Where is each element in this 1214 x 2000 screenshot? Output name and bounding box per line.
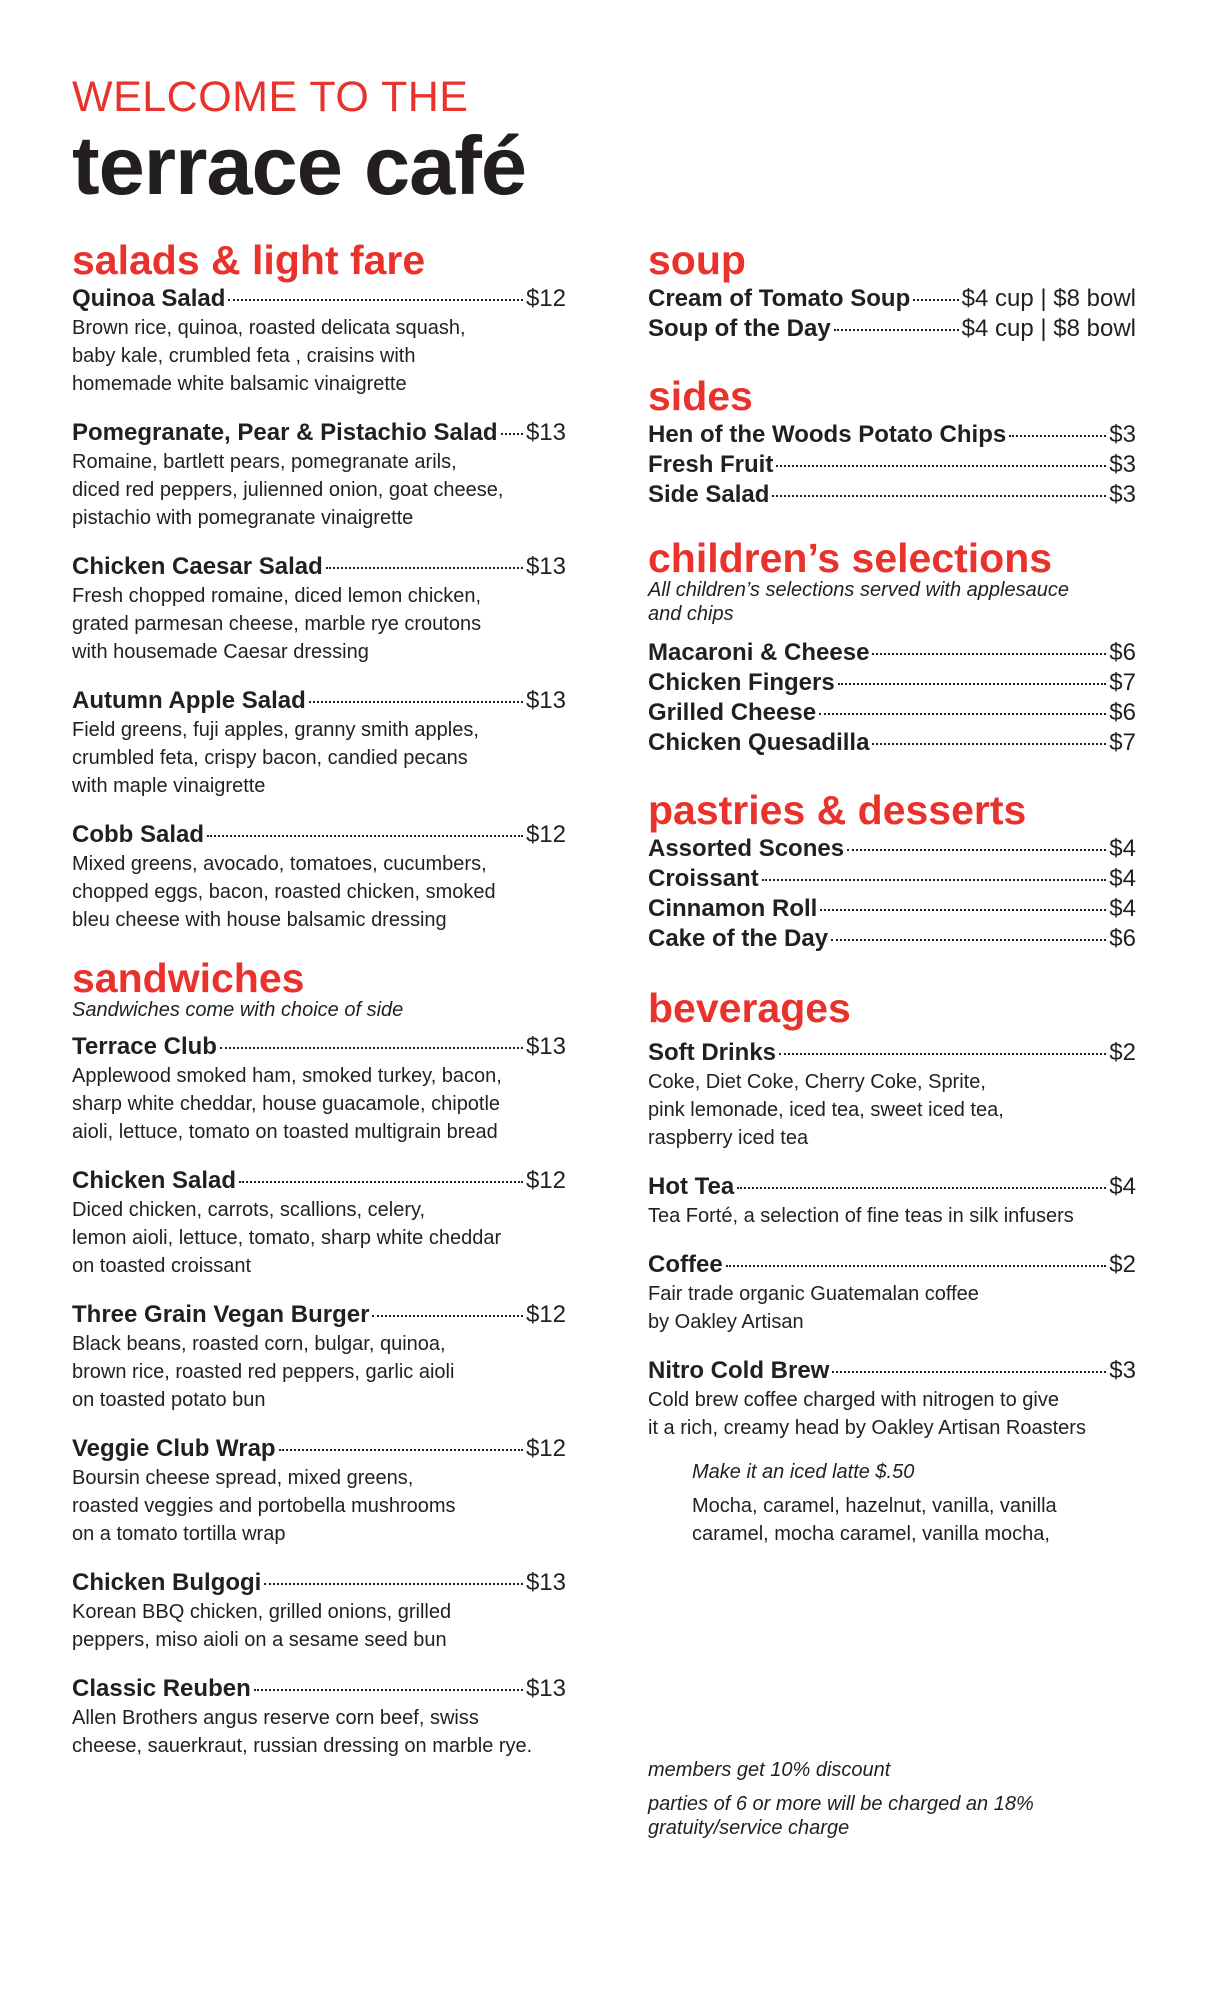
menu-item-price: $13: [525, 419, 566, 446]
menu-item: [72, 686, 566, 800]
dot-leader: [737, 1187, 1106, 1189]
menu-item-description: [72, 1196, 566, 1280]
menu-item-price: $4 cup | $8 bowl: [961, 285, 1136, 312]
section-title-beverages: beverages: [648, 985, 851, 1031]
menu-item-row: [72, 552, 566, 582]
menu-item-name: Coffee: [648, 1251, 723, 1278]
dot-leader: [834, 329, 959, 331]
menu-item-name: Cobb Salad: [72, 821, 205, 848]
description-line: on toasted potato bun: [72, 1389, 266, 1411]
menu-item-price: $13: [525, 1675, 566, 1702]
menu-item-row: [72, 1166, 566, 1196]
menu-item-description: [72, 1330, 566, 1414]
menu-item-price: $3: [1109, 421, 1136, 448]
menu-item-row: [648, 420, 1136, 450]
menu-item-name: Side Salad: [648, 481, 770, 508]
menu-item-price: $12: [525, 285, 566, 312]
cafe-name: terrace café: [72, 119, 527, 212]
menu-item: [72, 552, 566, 666]
menu-item-row: [648, 314, 1136, 344]
description-line: roasted veggies and portobella mushrooms: [72, 1495, 456, 1517]
menu-item-name: Soup of the Day: [648, 315, 831, 342]
dot-leader: [832, 1371, 1106, 1373]
menu-item-name: Croissant: [648, 865, 759, 892]
dot-leader: [501, 433, 523, 435]
description-line: Diced chicken, carrots, scallions, celery,: [72, 1199, 426, 1221]
description-line: sharp white cheddar, house guacamole, chipotle: [72, 1093, 501, 1115]
menu-item: [648, 450, 1136, 480]
menu-item-name: Soft Drinks: [648, 1039, 777, 1066]
dot-leader: [847, 849, 1106, 851]
iced-latte-note: Make it an iced latte $.50: [692, 1461, 915, 1483]
dot-leader: [279, 1449, 523, 1451]
members-discount-note: members get 10% discount: [648, 1759, 891, 1781]
menu-item-row: [72, 1674, 566, 1704]
description-line: lemon aioli, lettuce, tomato, sharp white cheddar: [72, 1227, 502, 1249]
salads-section: [72, 236, 566, 934]
menu-item-description: [72, 1598, 566, 1654]
description-line: bleu cheese with house balsamic dressing: [72, 909, 447, 931]
menu-item-row: [648, 924, 1136, 954]
menu-item-row: [72, 284, 566, 314]
dot-leader: [820, 909, 1106, 911]
dot-leader: [1009, 435, 1106, 437]
menu-item: [648, 1250, 1136, 1336]
description-line: Romaine, bartlett pears, pomegranate arils,: [72, 451, 457, 473]
menu-item: [648, 1038, 1136, 1152]
menu-item-price: $12: [525, 1167, 566, 1194]
dot-leader: [207, 835, 523, 837]
left-column: [72, 236, 566, 1780]
description-line: with maple vinaigrette: [72, 775, 266, 797]
description-line: it a rich, creamy head by Oakley Artisan Roasters: [648, 1417, 1086, 1439]
description-line: brown rice, roasted red peppers, garlic aioli: [72, 1361, 455, 1383]
menu-item: [72, 1166, 566, 1280]
salads-list: [72, 284, 566, 934]
description-line: pistachio with pomegranate vinaigrette: [72, 507, 414, 529]
menu-item: [648, 638, 1136, 668]
dot-leader: [872, 743, 1106, 745]
menu-item-row: [72, 820, 566, 850]
menu-item-description: [648, 1280, 1136, 1336]
menu-item-name: Chicken Fingers: [648, 669, 835, 696]
section-title-sandwiches: sandwiches: [72, 955, 305, 1001]
dot-leader: [838, 683, 1107, 685]
menu-item-row: [72, 1434, 566, 1464]
menu-item-price: $3: [1109, 1357, 1136, 1384]
menu-item-price: $2: [1109, 1251, 1136, 1278]
dot-leader: [772, 495, 1106, 497]
menu-item: [72, 1568, 566, 1654]
dot-leader: [228, 299, 523, 301]
description-line: Applewood smoked ham, smoked turkey, bacon,: [72, 1065, 502, 1087]
sandwiches-section: [72, 954, 566, 1760]
description-line: crumbled feta, crispy bacon, candied pecans: [72, 747, 468, 769]
latte-flavors: [692, 1492, 1136, 1548]
description-line: Black beans, roasted corn, bulgar, quinoa,: [72, 1333, 446, 1355]
menu-item-row: [648, 698, 1136, 728]
description-line: on a tomato tortilla wrap: [72, 1523, 286, 1545]
children-section: [648, 534, 1136, 758]
menu-item-description: [648, 1068, 1136, 1152]
menu-item-description: [72, 582, 566, 666]
dot-leader: [372, 1315, 523, 1317]
menu-item-description: [72, 716, 566, 800]
menu-item-row: [72, 686, 566, 716]
description-line: Fresh chopped romaine, diced lemon chicken,: [72, 585, 482, 607]
dot-leader: [309, 701, 523, 703]
menu-item-name: Chicken Bulgogi: [72, 1569, 262, 1596]
section-title-pastries: pastries & desserts: [648, 787, 1027, 833]
menu-item: [648, 698, 1136, 728]
menu-item: [648, 314, 1136, 344]
menu-item: [72, 1674, 566, 1760]
description-line: pink lemonade, iced tea, sweet iced tea,: [648, 1099, 1004, 1121]
beverages-section: [648, 984, 1136, 1548]
description-line: Allen Brothers angus reserve corn beef, swiss: [72, 1707, 479, 1729]
menu-item-row: [72, 418, 566, 448]
sides-list: [648, 420, 1136, 510]
description-line: homemade white balsamic vinaigrette: [72, 373, 407, 395]
menu-item-row: [648, 864, 1136, 894]
menu-item-description: [648, 1386, 1136, 1442]
sandwiches-note: Sandwiches come with choice of side: [72, 999, 404, 1021]
menu-item: [648, 894, 1136, 924]
menu-item: [648, 924, 1136, 954]
latte-flavors-line: Mocha, caramel, hazelnut, vanilla, vanilla: [692, 1495, 1057, 1517]
children-note-line: All children’s selections served with applesauce: [648, 579, 1069, 601]
description-line: Field greens, fuji apples, granny smith apples,: [72, 719, 479, 741]
description-line: baby kale, crumbled feta , craisins with: [72, 345, 416, 367]
menu-item-row: [648, 638, 1136, 668]
menu-item-description: [648, 1202, 1136, 1230]
menu-item-name: Pomegranate, Pear & Pistachio Salad: [72, 419, 498, 446]
menu-item: [648, 420, 1136, 450]
menu-item: [648, 728, 1136, 758]
menu-item-name: Veggie Club Wrap: [72, 1435, 276, 1462]
children-note: [648, 578, 1136, 626]
menu-item: [72, 1300, 566, 1414]
description-line: raspberry iced tea: [648, 1127, 809, 1149]
description-line: chopped eggs, bacon, roasted chicken, smoked: [72, 881, 496, 903]
menu-item-row: [648, 480, 1136, 510]
menu-item-description: [72, 850, 566, 934]
dot-leader: [819, 713, 1106, 715]
children-list: [648, 638, 1136, 758]
menu-item-name: Assorted Scones: [648, 835, 845, 862]
menu-item: [72, 284, 566, 398]
menu-item-price: $4: [1109, 1173, 1136, 1200]
menu-item-price: $6: [1109, 639, 1136, 666]
menu-item: [648, 480, 1136, 510]
menu-item-price: $13: [525, 1569, 566, 1596]
menu-item: [72, 820, 566, 934]
menu-item-price: $4: [1109, 835, 1136, 862]
dot-leader: [776, 465, 1106, 467]
menu-item-name: Macaroni & Cheese: [648, 639, 870, 666]
right-column: [648, 236, 1136, 1839]
description-line: Fair trade organic Guatemalan coffee: [648, 1283, 979, 1305]
description-line: Tea Forté, a selection of fine teas in silk infusers: [648, 1205, 1074, 1227]
description-line: with housemade Caesar dressing: [72, 641, 369, 663]
menu-item-name: Cream of Tomato Soup: [648, 285, 911, 312]
soup-section: [648, 236, 1136, 344]
children-note-line: and chips: [648, 603, 734, 625]
pastries-section: [648, 786, 1136, 954]
latte-flavors-line: caramel, mocha caramel, vanilla mocha,: [692, 1523, 1050, 1545]
menu-item-price: $13: [525, 687, 566, 714]
menu-item-row: [648, 284, 1136, 314]
description-line: aioli, lettuce, tomato on toasted multigrain bread: [72, 1121, 498, 1143]
beverages-list: [648, 1038, 1136, 1442]
menu-item-row: [72, 1032, 566, 1062]
dot-leader: [326, 567, 523, 569]
menu-item-name: Quinoa Salad: [72, 285, 226, 312]
menu-item-price: $3: [1109, 451, 1136, 478]
menu-item: [72, 1032, 566, 1146]
menu-item-description: [72, 1704, 566, 1760]
menu-item-row: [72, 1568, 566, 1598]
menu-item: [648, 1172, 1136, 1230]
menu-item-price: $4: [1109, 895, 1136, 922]
menu-item-name: Fresh Fruit: [648, 451, 774, 478]
menu-item-price: $2: [1109, 1039, 1136, 1066]
menu-item-row: [72, 1300, 566, 1330]
description-line: peppers, miso aioli on a sesame seed bun: [72, 1629, 447, 1651]
menu-item-price: $13: [525, 1033, 566, 1060]
dot-leader: [726, 1265, 1107, 1267]
description-line: Cold brew coffee charged with nitrogen to give: [648, 1389, 1059, 1411]
menu-item: [72, 418, 566, 532]
menu-item-row: [648, 1250, 1136, 1280]
menu-item-name: Cinnamon Roll: [648, 895, 818, 922]
menu-item: [72, 1434, 566, 1548]
dot-leader: [264, 1583, 523, 1585]
party-gratuity-note: [648, 1792, 1136, 1840]
dot-leader: [762, 879, 1107, 881]
sides-section: [648, 372, 1136, 510]
menu-item-price: $7: [1109, 669, 1136, 696]
menu-item-price: $3: [1109, 481, 1136, 508]
menu-item-row: [648, 894, 1136, 924]
menu-item-price: $7: [1109, 729, 1136, 756]
menu-item-row: [648, 834, 1136, 864]
menu-item-price: $13: [525, 553, 566, 580]
menu-item-name: Three Grain Vegan Burger: [72, 1301, 370, 1328]
dot-leader: [872, 653, 1106, 655]
pastries-list: [648, 834, 1136, 954]
description-line: Mixed greens, avocado, tomatoes, cucumbers,: [72, 853, 487, 875]
dot-leader: [220, 1047, 523, 1049]
menu-item-price: $4 cup | $8 bowl: [961, 315, 1136, 342]
sandwiches-list: [72, 1032, 566, 1760]
menu-item: [648, 284, 1136, 314]
menu-item-description: [72, 314, 566, 398]
soup-list: [648, 284, 1136, 344]
menu-item-description: [72, 1062, 566, 1146]
description-line: diced red peppers, julienned onion, goat cheese,: [72, 479, 504, 501]
menu-item-description: [72, 1464, 566, 1548]
dot-leader: [913, 299, 958, 301]
description-line: Korean BBQ chicken, grilled onions, grilled: [72, 1601, 452, 1623]
menu-item-name: Chicken Caesar Salad: [72, 553, 323, 580]
menu-item-row: [648, 728, 1136, 758]
description-line: Brown rice, quinoa, roasted delicata squash,: [72, 317, 466, 339]
menu-item-price: $12: [525, 1435, 566, 1462]
menu-item: [648, 834, 1136, 864]
party-gratuity-line: parties of 6 or more will be charged an 18%: [648, 1793, 1034, 1815]
description-line: grated parmesan cheese, marble rye croutons: [72, 613, 482, 635]
section-title-salads: salads & light fare: [72, 237, 426, 283]
menu-item-row: [648, 668, 1136, 698]
menu-item-row: [648, 1356, 1136, 1386]
menu-header: [72, 72, 527, 212]
menu-item: [648, 668, 1136, 698]
menu-item-name: Classic Reuben: [72, 1675, 251, 1702]
dot-leader: [254, 1689, 523, 1691]
description-line: by Oakley Artisan: [648, 1311, 804, 1333]
section-title-children: children’s selections: [648, 535, 1053, 581]
menu-item-name: Nitro Cold Brew: [648, 1357, 830, 1384]
menu-item: [648, 864, 1136, 894]
description-line: on toasted croissant: [72, 1255, 251, 1277]
dot-leader: [239, 1181, 523, 1183]
section-title-sides: sides: [648, 373, 753, 419]
menu-item-name: Hen of the Woods Potato Chips: [648, 421, 1007, 448]
menu-item-row: [648, 1038, 1136, 1068]
description-line: cheese, sauerkraut, russian dressing on marble rye.: [72, 1735, 533, 1757]
menu-item-price: $4: [1109, 865, 1136, 892]
description-line: Coke, Diet Coke, Cherry Coke, Sprite,: [648, 1071, 986, 1093]
welcome-heading: WELCOME TO THE: [72, 73, 469, 121]
section-title-soup: soup: [648, 237, 746, 283]
description-line: Boursin cheese spread, mixed greens,: [72, 1467, 414, 1489]
menu-item-name: Hot Tea: [648, 1173, 735, 1200]
menu-item-description: [72, 448, 566, 532]
menu-item-price: $12: [525, 1301, 566, 1328]
menu-item-price: $6: [1109, 699, 1136, 726]
party-gratuity-line: gratuity/service charge: [648, 1817, 850, 1839]
dot-leader: [831, 939, 1106, 941]
menu-item-name: Grilled Cheese: [648, 699, 817, 726]
footer-notes: [648, 1758, 1136, 1840]
menu-item-row: [648, 1172, 1136, 1202]
menu-item-name: Terrace Club: [72, 1033, 217, 1060]
menu-item-name: Chicken Quesadilla: [648, 729, 870, 756]
menu-item-name: Cake of the Day: [648, 925, 829, 952]
menu-item-name: Autumn Apple Salad: [72, 687, 306, 714]
menu-item-name: Chicken Salad: [72, 1167, 237, 1194]
dot-leader: [779, 1053, 1106, 1055]
menu-item-price: $6: [1109, 925, 1136, 952]
menu-item-row: [648, 450, 1136, 480]
menu-item: [648, 1356, 1136, 1442]
menu-item-price: $12: [525, 821, 566, 848]
